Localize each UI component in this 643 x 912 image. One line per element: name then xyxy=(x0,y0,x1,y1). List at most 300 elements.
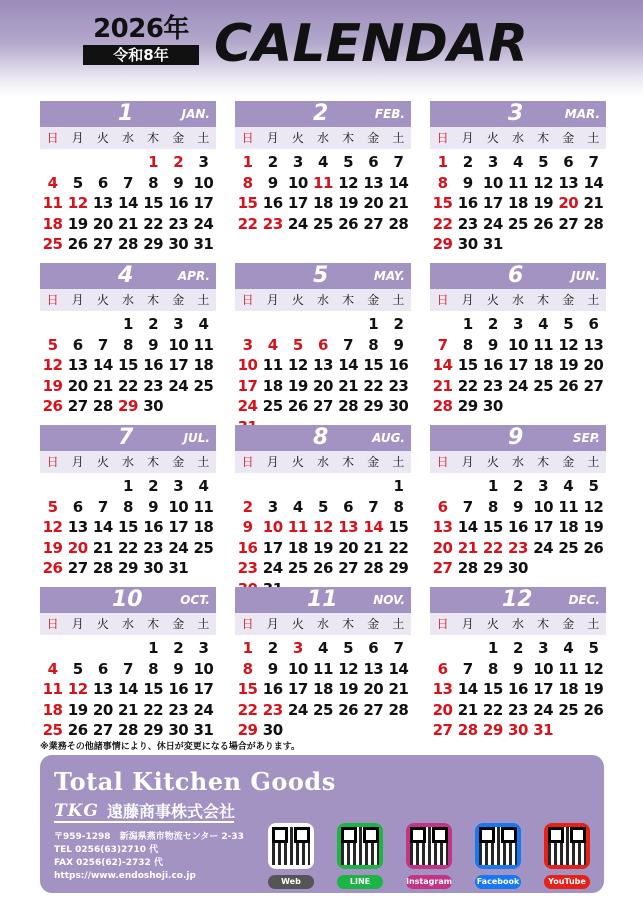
month-number: 11 xyxy=(307,587,338,612)
month-english: DEC. xyxy=(568,593,600,607)
day-cell: 19 xyxy=(583,518,604,536)
day-cell: 9 xyxy=(173,173,184,192)
day-cell: 23 xyxy=(482,376,503,395)
weekday-row xyxy=(235,289,411,311)
day-cell: 28 xyxy=(457,559,478,577)
day-grid xyxy=(430,149,606,255)
weekday-label: 水 xyxy=(316,131,329,145)
day-cell: 2 xyxy=(242,497,253,516)
day-cell: 7 xyxy=(368,497,379,516)
month-header xyxy=(430,587,606,613)
day-cell xyxy=(115,638,140,659)
day-cell: 12 xyxy=(67,194,88,212)
day-cell: 24 xyxy=(533,538,554,557)
day-cell: 20 xyxy=(432,538,453,557)
weekday-label: 土 xyxy=(197,131,210,145)
day-cell xyxy=(505,234,530,255)
qr-facebook[interactable] xyxy=(475,823,521,889)
day-cell: 21 xyxy=(92,538,113,557)
day-cell: 19 xyxy=(313,538,333,557)
day-cell: 1 xyxy=(393,477,404,495)
company-footer xyxy=(40,755,604,893)
day-cell: 26 xyxy=(338,214,359,233)
day-cell: 12 xyxy=(338,173,359,192)
day-cell: 30 xyxy=(508,559,528,577)
weekday-label: 火 xyxy=(486,131,499,145)
day-cell: 29 xyxy=(482,721,503,739)
day-cell: 1 xyxy=(487,477,498,495)
weekday-label: 木 xyxy=(147,131,160,145)
day-cell: 14 xyxy=(583,173,604,192)
day-cell: 5 xyxy=(588,477,599,495)
day-cell: 5 xyxy=(292,335,303,354)
month-10 xyxy=(40,587,216,739)
month-8 xyxy=(235,425,411,577)
tkg-logo: TKG xyxy=(54,800,99,821)
day-cell: 29 xyxy=(118,559,138,577)
day-cell: 27 xyxy=(67,559,88,577)
day-cell: 9 xyxy=(148,497,159,516)
day-cell: 3 xyxy=(513,315,523,333)
month-english: AUG. xyxy=(372,431,405,445)
day-cell: 13 xyxy=(338,518,359,536)
day-cell: 12 xyxy=(42,518,63,536)
day-cell: 25 xyxy=(262,397,283,415)
day-cell: 1 xyxy=(462,315,473,333)
day-cell: 12 xyxy=(287,356,308,374)
day-cell: 2 xyxy=(462,153,473,171)
month-header xyxy=(430,425,606,451)
day-cell: 12 xyxy=(558,335,579,354)
day-cell: 16 xyxy=(168,680,189,698)
weekday-label: 月 xyxy=(266,617,279,631)
month-number: 4 xyxy=(118,263,134,288)
day-cell: 27 xyxy=(313,397,333,415)
day-cell: 28 xyxy=(432,397,453,415)
day-cell xyxy=(191,396,216,417)
day-cell: 20 xyxy=(313,376,333,395)
day-cell: 23 xyxy=(143,538,164,557)
qr-pattern xyxy=(410,827,448,865)
day-cell: 21 xyxy=(583,194,604,212)
day-cell: 17 xyxy=(168,518,189,536)
day-cell: 28 xyxy=(118,721,138,739)
month-header xyxy=(40,263,216,289)
day-cell: 24 xyxy=(168,538,189,557)
qr-instagram[interactable] xyxy=(406,823,452,889)
day-cell: 17 xyxy=(533,680,554,698)
day-cell: 4 xyxy=(292,497,303,516)
qr-line[interactable] xyxy=(337,823,383,889)
day-cell: 28 xyxy=(92,559,113,577)
weekday-label: 日 xyxy=(46,617,59,631)
month-header xyxy=(235,101,411,127)
day-cell: 11 xyxy=(558,659,579,678)
day-cell: 16 xyxy=(457,194,478,212)
weekday-label: 木 xyxy=(147,617,160,631)
weekday-row xyxy=(430,127,606,149)
day-cell: 24 xyxy=(508,376,528,395)
day-cell: 31 xyxy=(193,721,214,739)
day-cell: 1 xyxy=(368,315,379,333)
day-cell xyxy=(581,720,606,741)
month-grid xyxy=(40,101,606,739)
qr-pattern xyxy=(272,827,310,865)
day-cell: 6 xyxy=(72,497,83,516)
day-cell xyxy=(90,638,115,659)
day-cell: 1 xyxy=(148,639,159,657)
day-cell: 13 xyxy=(363,659,384,678)
day-cell: 11 xyxy=(262,356,283,374)
day-cell: 7 xyxy=(462,659,473,678)
day-grid xyxy=(40,635,216,741)
weekday-row xyxy=(40,613,216,635)
day-cell: 23 xyxy=(237,559,258,577)
qr-label: LINE xyxy=(337,875,383,889)
day-cell: 21 xyxy=(457,700,478,719)
day-cell: 25 xyxy=(508,214,528,233)
day-cell: 9 xyxy=(267,659,278,678)
weekday-label: 金 xyxy=(367,455,380,469)
day-cell: 31 xyxy=(533,721,554,739)
day-cell: 28 xyxy=(388,214,409,233)
month-number: 12 xyxy=(502,587,533,612)
tel-line: TEL 0256(63)2710 代 xyxy=(54,845,159,855)
weekday-label: 水 xyxy=(121,293,134,307)
day-cell: 8 xyxy=(393,497,404,516)
day-cell: 6 xyxy=(343,497,354,516)
day-cell: 18 xyxy=(558,518,579,536)
day-cell: 15 xyxy=(432,194,453,212)
day-cell: 7 xyxy=(123,659,133,678)
day-cell: 19 xyxy=(42,538,63,557)
day-cell: 6 xyxy=(437,497,448,516)
day-cell: 2 xyxy=(148,315,159,333)
weekday-row xyxy=(40,127,216,149)
day-cell: 14 xyxy=(118,194,138,212)
day-cell: 30 xyxy=(262,721,283,739)
day-cell: 5 xyxy=(72,659,83,678)
day-cell: 9 xyxy=(148,335,159,354)
day-cell: 14 xyxy=(363,518,384,536)
weekday-label: 金 xyxy=(367,131,380,145)
day-cell: 15 xyxy=(482,680,503,698)
day-cell: 10 xyxy=(193,659,214,678)
weekday-label: 金 xyxy=(367,293,380,307)
day-cell: 15 xyxy=(482,518,503,536)
calendar-header xyxy=(82,14,528,74)
month-12 xyxy=(430,587,606,739)
day-cell: 18 xyxy=(533,356,554,374)
month-number: 9 xyxy=(508,425,524,450)
month-3 xyxy=(430,101,606,253)
day-cell: 10 xyxy=(533,497,554,516)
day-cell xyxy=(65,314,90,335)
day-cell: 2 xyxy=(393,315,404,333)
day-cell: 13 xyxy=(92,680,113,698)
holiday-note: ※業務その他諸事情により、休日が変更になる場合があります。 xyxy=(40,742,301,752)
day-cell: 13 xyxy=(92,194,113,212)
day-cell: 19 xyxy=(42,376,63,395)
day-cell: 5 xyxy=(47,335,58,354)
weekday-label: 月 xyxy=(266,455,279,469)
qr-label: Facebook xyxy=(475,875,521,889)
month-english: JUL. xyxy=(183,431,210,445)
day-cell: 21 xyxy=(363,538,384,557)
day-cell xyxy=(115,152,140,173)
day-cell: 30 xyxy=(388,397,409,415)
day-cell: 6 xyxy=(588,315,599,333)
day-cell: 7 xyxy=(437,335,448,354)
day-cell: 6 xyxy=(97,173,108,192)
qr-pattern xyxy=(479,827,517,865)
day-cell: 21 xyxy=(118,700,138,719)
weekday-label: 月 xyxy=(266,293,279,307)
day-cell: 9 xyxy=(173,659,184,678)
day-cell: 8 xyxy=(148,659,159,678)
weekday-label: 月 xyxy=(461,617,474,631)
day-cell: 11 xyxy=(287,518,308,536)
day-cell xyxy=(260,314,285,335)
day-cell: 21 xyxy=(92,376,113,395)
day-cell: 30 xyxy=(168,721,189,739)
day-cell: 19 xyxy=(338,680,359,698)
day-cell: 18 xyxy=(508,194,528,212)
day-cell: 11 xyxy=(42,194,63,212)
day-cell: 27 xyxy=(363,214,384,233)
day-cell: 11 xyxy=(42,680,63,698)
weekday-label: 火 xyxy=(96,617,109,631)
day-cell: 18 xyxy=(262,376,283,395)
day-cell xyxy=(285,720,310,741)
day-cell xyxy=(430,638,455,659)
day-cell: 13 xyxy=(583,335,604,354)
day-grid xyxy=(235,473,411,599)
day-cell: 25 xyxy=(313,214,333,233)
day-cell: 5 xyxy=(563,315,574,333)
day-cell: 26 xyxy=(42,559,63,577)
day-cell: 20 xyxy=(67,538,88,557)
day-cell: 18 xyxy=(313,680,333,698)
weekday-label: 月 xyxy=(461,131,474,145)
day-cell: 24 xyxy=(287,214,308,233)
day-grid xyxy=(235,149,411,234)
day-cell: 3 xyxy=(173,477,184,495)
day-cell: 16 xyxy=(482,356,503,374)
day-cell: 11 xyxy=(313,173,333,192)
day-cell: 14 xyxy=(388,659,409,678)
website-link[interactable]: https://www.endoshoji.co.jp xyxy=(54,871,196,881)
day-cell: 28 xyxy=(363,559,384,577)
weekday-label: 土 xyxy=(587,455,600,469)
month-header xyxy=(430,101,606,127)
day-cell: 17 xyxy=(193,194,214,212)
brand-title: Total Kitchen Goods xyxy=(54,767,336,796)
weekday-label: 日 xyxy=(241,131,254,145)
month-english: JUN. xyxy=(571,269,600,283)
day-cell: 26 xyxy=(338,700,359,719)
day-cell: 4 xyxy=(267,335,278,354)
qr-code-list xyxy=(268,823,590,889)
day-cell: 8 xyxy=(242,173,253,192)
qr-label: YouTube xyxy=(544,875,590,889)
day-cell: 15 xyxy=(118,356,138,374)
day-cell: 2 xyxy=(487,315,498,333)
day-cell: 9 xyxy=(393,335,404,354)
weekday-label: 金 xyxy=(172,131,185,145)
day-cell: 4 xyxy=(563,477,574,495)
weekday-label: 金 xyxy=(172,293,185,307)
day-cell: 2 xyxy=(267,639,278,657)
day-cell xyxy=(556,396,581,417)
qr-web[interactable] xyxy=(268,823,314,889)
company-address xyxy=(54,831,244,883)
day-cell: 12 xyxy=(583,659,604,678)
day-cell: 19 xyxy=(583,680,604,698)
weekday-label: 日 xyxy=(46,131,59,145)
weekday-label: 日 xyxy=(241,455,254,469)
month-number: 3 xyxy=(508,101,524,126)
day-cell xyxy=(361,476,386,497)
weekday-row xyxy=(40,451,216,473)
day-cell: 6 xyxy=(368,153,379,171)
day-cell: 4 xyxy=(563,639,574,657)
day-cell: 20 xyxy=(67,376,88,395)
day-cell: 20 xyxy=(363,194,384,212)
day-cell: 22 xyxy=(482,538,503,557)
day-cell: 28 xyxy=(583,214,604,233)
day-cell: 20 xyxy=(583,356,604,374)
month-english: MAR. xyxy=(564,107,600,121)
day-cell xyxy=(310,476,335,497)
day-cell: 1 xyxy=(148,153,159,171)
day-cell: 27 xyxy=(432,721,453,739)
day-cell: 22 xyxy=(143,214,164,233)
qr-code-icon xyxy=(544,823,590,869)
day-cell: 10 xyxy=(168,497,189,516)
day-cell: 15 xyxy=(363,356,384,374)
day-cell: 10 xyxy=(262,518,283,536)
day-cell: 20 xyxy=(92,700,113,719)
day-cell: 20 xyxy=(363,680,384,698)
day-cell xyxy=(235,314,260,335)
day-cell: 15 xyxy=(118,518,138,536)
day-cell xyxy=(336,720,361,741)
day-cell: 2 xyxy=(173,639,184,657)
month-1 xyxy=(40,101,216,253)
day-cell: 23 xyxy=(508,700,528,719)
weekday-label: 木 xyxy=(147,455,160,469)
weekday-label: 水 xyxy=(511,617,524,631)
day-cell: 9 xyxy=(267,173,278,192)
day-grid xyxy=(40,311,216,417)
day-cell: 6 xyxy=(368,639,379,657)
day-cell: 23 xyxy=(262,214,283,233)
day-cell: 4 xyxy=(198,477,209,495)
qr-label: Instagram xyxy=(406,875,452,889)
day-cell xyxy=(310,314,335,335)
day-cell: 31 xyxy=(168,559,189,577)
day-cell: 3 xyxy=(198,639,209,657)
day-cell: 10 xyxy=(533,659,554,678)
day-cell: 8 xyxy=(462,335,473,354)
day-cell: 28 xyxy=(118,235,138,253)
weekday-label: 木 xyxy=(342,131,355,145)
weekday-label: 土 xyxy=(197,617,210,631)
day-cell xyxy=(361,720,386,741)
day-cell: 4 xyxy=(318,639,328,657)
day-cell xyxy=(285,476,310,497)
weekday-label: 土 xyxy=(587,293,600,307)
day-cell: 22 xyxy=(363,376,384,395)
day-cell: 4 xyxy=(198,315,209,333)
weekday-label: 土 xyxy=(392,131,405,145)
weekday-label: 金 xyxy=(172,617,185,631)
day-cell: 29 xyxy=(482,559,503,577)
weekday-label: 木 xyxy=(342,455,355,469)
qr-code-icon xyxy=(337,823,383,869)
day-cell: 22 xyxy=(237,214,258,233)
day-cell: 25 xyxy=(42,721,63,739)
day-cell: 24 xyxy=(533,700,554,719)
day-cell: 7 xyxy=(393,639,404,657)
day-cell: 24 xyxy=(168,376,189,395)
day-cell: 22 xyxy=(482,700,503,719)
qr-code-icon xyxy=(406,823,452,869)
day-cell: 3 xyxy=(292,153,303,171)
day-cell: 11 xyxy=(193,335,214,354)
day-cell: 6 xyxy=(97,659,108,678)
month-english: NOV. xyxy=(373,593,405,607)
weekday-label: 火 xyxy=(291,293,304,307)
day-cell: 9 xyxy=(242,518,253,536)
day-cell: 22 xyxy=(237,700,258,719)
weekday-row xyxy=(235,451,411,473)
day-cell: 21 xyxy=(388,194,409,212)
day-cell xyxy=(455,638,480,659)
day-cell: 26 xyxy=(42,397,63,415)
day-cell: 20 xyxy=(92,214,113,233)
weekday-label: 日 xyxy=(436,131,449,145)
weekday-label: 金 xyxy=(562,293,575,307)
weekday-label: 金 xyxy=(367,617,380,631)
qr-youtube[interactable] xyxy=(544,823,590,889)
day-cell: 4 xyxy=(513,153,523,171)
day-cell: 23 xyxy=(457,214,478,233)
day-cell: 21 xyxy=(338,376,359,395)
month-6 xyxy=(430,263,606,415)
day-cell: 10 xyxy=(193,173,214,192)
company-name: 遠藤商事株式会社 xyxy=(106,802,235,821)
weekday-row xyxy=(430,451,606,473)
weekday-label: 木 xyxy=(537,131,550,145)
weekday-label: 火 xyxy=(96,293,109,307)
day-cell: 10 xyxy=(237,356,258,374)
day-cell: 3 xyxy=(538,477,549,495)
day-cell: 24 xyxy=(287,700,308,719)
day-cell: 23 xyxy=(388,376,409,395)
weekday-label: 木 xyxy=(537,293,550,307)
weekday-label: 木 xyxy=(537,455,550,469)
day-cell: 27 xyxy=(583,376,604,395)
weekday-label: 金 xyxy=(172,455,185,469)
day-cell: 15 xyxy=(237,194,258,212)
day-cell: 7 xyxy=(393,153,404,171)
weekday-label: 日 xyxy=(436,617,449,631)
day-cell: 8 xyxy=(368,335,379,354)
day-cell: 1 xyxy=(487,639,498,657)
day-cell: 26 xyxy=(583,700,604,719)
